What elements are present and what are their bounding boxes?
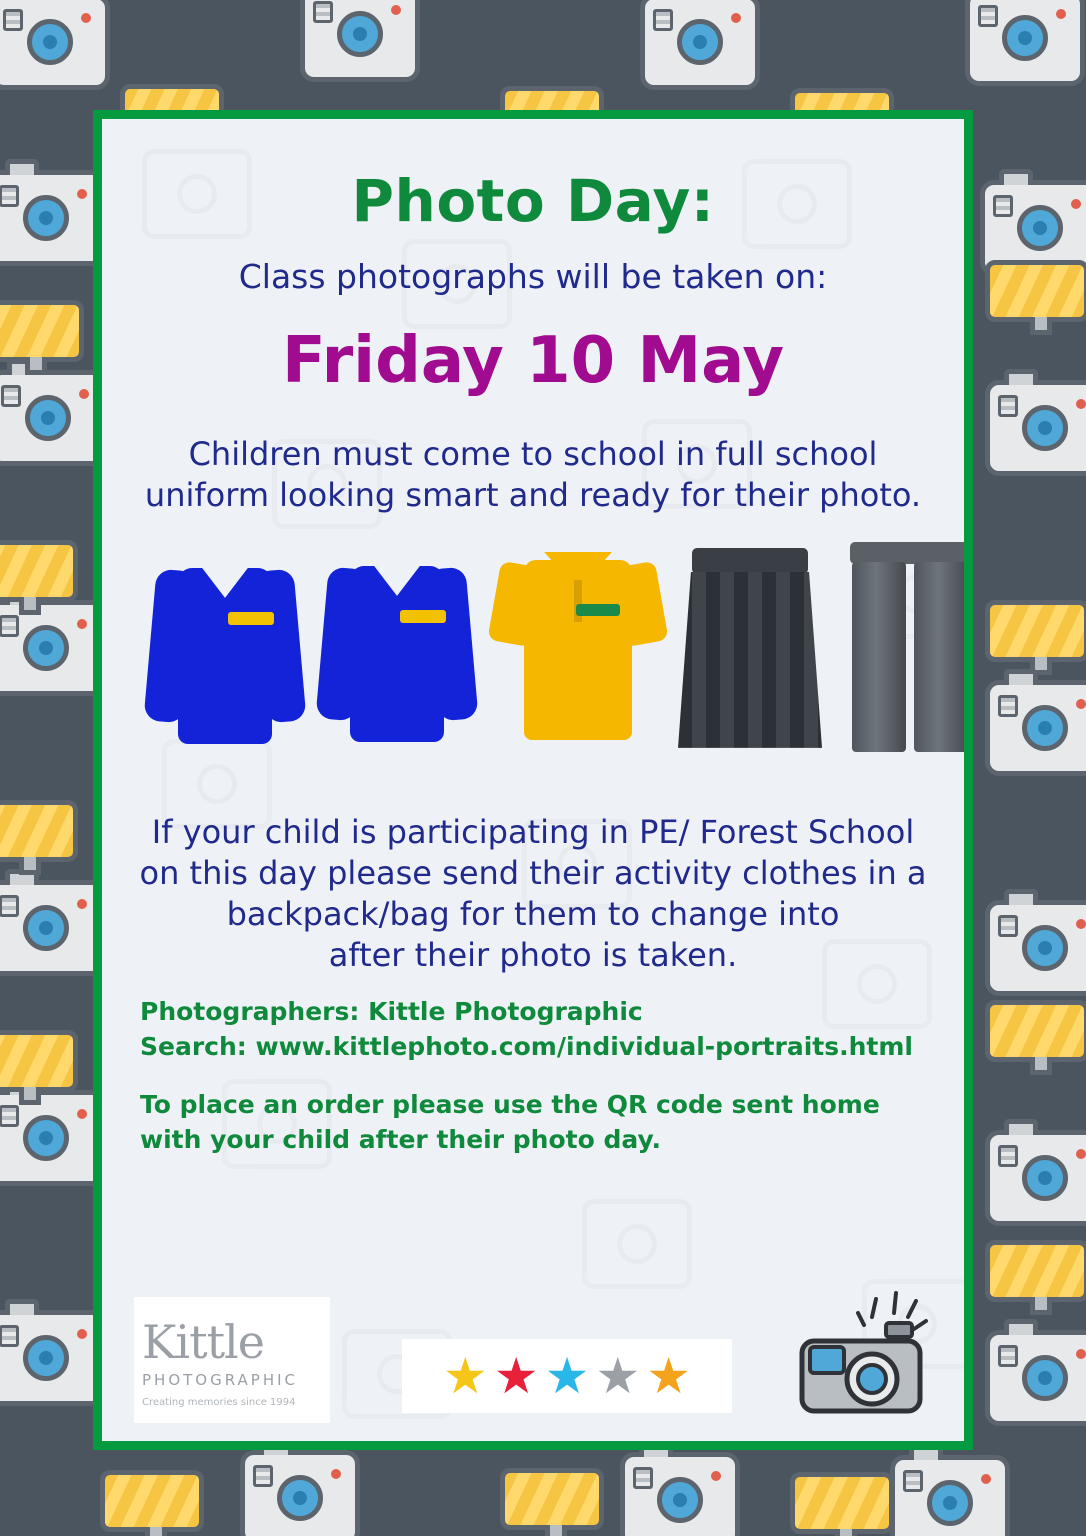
photographer-details [140, 994, 964, 1065]
uniform-instructions-line-2: uniform looking smart and ready for their photo. [144, 475, 922, 514]
camera-icon [0, 0, 110, 90]
uniform-illustration-row [102, 542, 964, 772]
photographer-website[interactable]: Search: www.kittlephoto.com/individual-portraits.html [140, 1032, 913, 1062]
camera-icon [0, 1090, 106, 1186]
order-instructions [140, 1087, 964, 1158]
pe-instructions-line-1: If your child is participating in PE/ Forest School [151, 812, 915, 851]
flash-icon [0, 800, 78, 862]
camera-icon [0, 600, 106, 696]
camera-flash-icon [780, 1289, 930, 1417]
star-blue-icon: ★ [544, 1347, 590, 1405]
pe-instructions-line-4: after their photo is taken. [328, 935, 738, 974]
order-instructions-line-2: with your child after their photo day. [140, 1125, 661, 1155]
grey-trousers-image [844, 542, 973, 752]
poster-card [93, 110, 973, 1450]
camera-icon [240, 1450, 360, 1536]
gold-polo-shirt-image [494, 550, 662, 740]
star-red-icon: ★ [493, 1347, 539, 1405]
flash-icon [100, 1470, 204, 1532]
logo-tagline: Creating memories since 1994 [142, 1397, 296, 1408]
camera-icon [0, 170, 106, 266]
flash-icon [985, 600, 1086, 662]
flash-icon [985, 260, 1086, 322]
camera-icon [890, 1455, 1010, 1536]
camera-icon [985, 1330, 1086, 1426]
photo-day-date: Friday 10 May [281, 324, 785, 398]
flash-icon [0, 540, 78, 602]
camera-icon [300, 0, 420, 82]
order-instructions-line-1: To place an order please use the QR code sent home [140, 1089, 880, 1119]
camera-icon [985, 380, 1086, 476]
camera-icon [0, 370, 108, 466]
poster-footer [102, 1283, 964, 1423]
camera-icon [965, 0, 1085, 86]
uniform-instructions-line-1: Children must come to school in full school [188, 435, 878, 473]
star-grey-icon: ★ [595, 1347, 641, 1405]
camera-icon [0, 1310, 106, 1406]
pe-instructions-line-3: backpack/bag for them to change into [226, 894, 840, 933]
royal-blue-jumper-round-neck-image [322, 552, 472, 742]
flash-icon [985, 1240, 1086, 1302]
camera-icon [985, 1130, 1086, 1226]
flash-icon [0, 300, 84, 362]
flash-icon [790, 1472, 894, 1534]
star-rating [402, 1339, 732, 1413]
subtitle-text: Class photographs will be taken on: [238, 257, 828, 296]
photographer-name: Photographers: Kittle Photographic [140, 996, 643, 1026]
flash-icon [985, 1000, 1086, 1062]
flash-icon [500, 1468, 604, 1530]
pe-instructions [136, 812, 930, 976]
camera-icon [985, 900, 1086, 996]
page-title: Photo Day: [351, 167, 715, 235]
pe-instructions-line-2: on this day please send their activity clothes in a [139, 853, 927, 892]
uniform-instructions [136, 434, 930, 516]
grey-pleated-skirt-image [672, 548, 828, 748]
camera-icon [0, 880, 106, 976]
kittle-photographic-logo [134, 1297, 330, 1423]
star-orange-icon: ★ [646, 1347, 692, 1405]
star-yellow-icon: ★ [442, 1347, 488, 1405]
camera-icon [985, 680, 1086, 776]
royal-blue-jumper-v-neck-image [150, 554, 300, 744]
camera-icon [640, 0, 760, 90]
logo-subtitle: PHOTOGRAPHIC [142, 1371, 299, 1389]
logo-wordmark: Kittle [142, 1315, 264, 1369]
flash-icon [0, 1030, 78, 1092]
camera-icon [620, 1452, 740, 1536]
